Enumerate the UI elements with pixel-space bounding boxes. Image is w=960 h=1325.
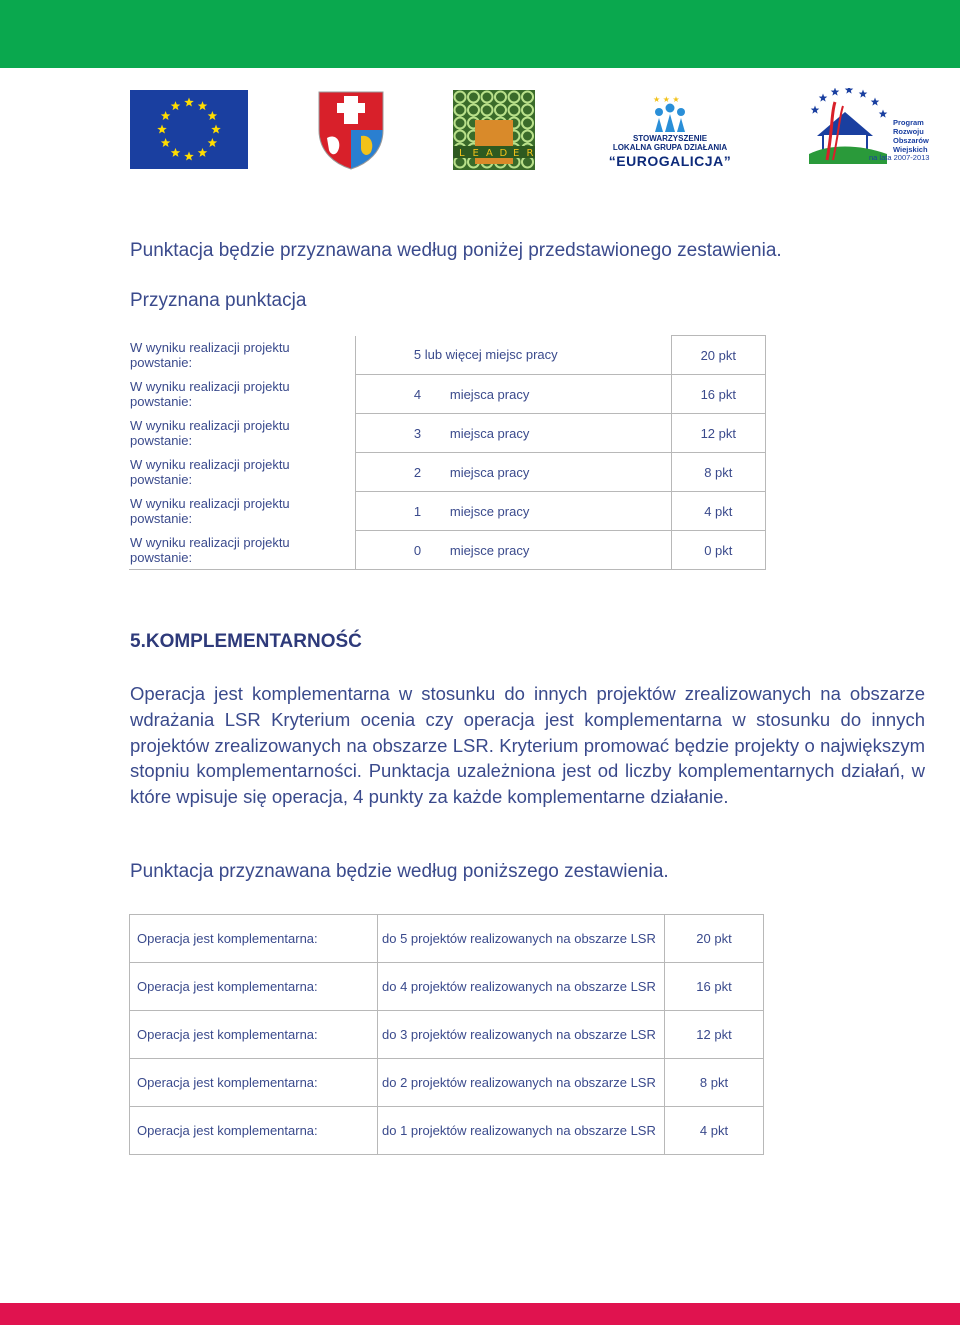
prow-years: na lata 2007-2013 bbox=[869, 153, 930, 162]
prow-line: Rozwoju bbox=[893, 127, 924, 136]
leader-letter: E bbox=[513, 148, 520, 159]
table-row bbox=[129, 531, 766, 570]
jobs-count: 1 bbox=[413, 503, 422, 519]
prow-name bbox=[893, 118, 929, 154]
row-scope: do 5 projektów realizowanych na obszarze LSR bbox=[378, 915, 665, 963]
jobs-text: miejsce pracy bbox=[449, 503, 530, 519]
row-label: W wyniku realizacji projektu powstanie: bbox=[129, 336, 355, 375]
bottom-color-bar bbox=[0, 1303, 960, 1325]
row-label: Operacja jest komplementarna: bbox=[130, 1107, 378, 1155]
intro-sentence-3: Punktacja przyznawana będzie według poniższego zestawienia. bbox=[130, 861, 669, 882]
jobs-count: 3 bbox=[413, 425, 422, 441]
row-points: 16 pkt bbox=[665, 963, 764, 1011]
table-row bbox=[129, 336, 766, 375]
row-label: W wyniku realizacji projektu powstanie: bbox=[129, 531, 355, 570]
table-row bbox=[130, 1011, 764, 1059]
row-label: W wyniku realizacji projektu powstanie: bbox=[129, 492, 355, 531]
eurogalicja-line2: LOKALNA GRUPA DZIAŁANIA bbox=[612, 143, 728, 152]
eurogalicja-logo bbox=[605, 92, 735, 172]
jobs-text: miejsca pracy bbox=[449, 464, 530, 480]
row-points: 12 pkt bbox=[671, 414, 765, 453]
jobs-count: 4 bbox=[413, 386, 422, 402]
podkarpackie-coat-of-arms-logo bbox=[317, 90, 385, 170]
eu-stars-icon bbox=[130, 90, 248, 169]
row-label: W wyniku realizacji projektu powstanie: bbox=[129, 414, 355, 453]
table-row bbox=[129, 375, 766, 414]
section-heading: 5.KOMPLEMENTARNOŚĆ bbox=[130, 631, 362, 652]
row-scope: do 2 projektów realizowanych na obszarze LSR bbox=[378, 1059, 665, 1107]
leader-letter: A bbox=[486, 148, 493, 159]
svg-text:★ ★ ★: ★ ★ ★ bbox=[653, 95, 680, 104]
row-points: 16 pkt bbox=[671, 375, 765, 414]
jobs-count: 0 bbox=[413, 542, 422, 558]
row-points: 20 pkt bbox=[665, 915, 764, 963]
leader-logo bbox=[453, 90, 535, 170]
table-row bbox=[129, 414, 766, 453]
row-scope: do 3 projektów realizowanych na obszarze LSR bbox=[378, 1011, 665, 1059]
intro-sentence-2: Przyznana punktacja bbox=[130, 290, 307, 311]
complementarity-points-table bbox=[129, 914, 764, 1155]
row-label: W wyniku realizacji projektu powstanie: bbox=[129, 375, 355, 414]
prow-line: Program bbox=[893, 118, 924, 127]
row-points: 4 pkt bbox=[665, 1107, 764, 1155]
table-row bbox=[130, 1107, 764, 1155]
row-jobs bbox=[355, 492, 671, 531]
row-points: 20 pkt bbox=[671, 336, 765, 375]
row-scope: do 1 projektów realizowanych na obszarze LSR bbox=[378, 1107, 665, 1155]
jobs-text: miejsca pracy bbox=[449, 425, 530, 441]
row-label: Operacja jest komplementarna: bbox=[130, 1011, 378, 1059]
row-jobs bbox=[355, 453, 671, 492]
table-row bbox=[130, 1059, 764, 1107]
row-jobs bbox=[355, 531, 671, 570]
eu-flag-logo bbox=[130, 90, 248, 169]
row-label: W wyniku realizacji projektu powstanie: bbox=[129, 453, 355, 492]
section-paragraph: Operacja jest komplementarna w stosunku do innych projektów zrealizowanych na obszarze wdrażania LSR Kryterium ocenia czy operacja jest komplementarna w stosunku do innych projektów zrealizowanych na obszarze LSR. Kryterium promować będzie projekty o największym stopniu komplementarności. Punktacja uzależniona jest od liczby komplementarnych działań, w które wpisuje się operacja, 4 punkty za każde komplementarne działanie. bbox=[130, 683, 925, 808]
intro-sentence-1: Punktacja będzie przyznawana według poniżej przedstawionego zestawienia. bbox=[130, 240, 782, 261]
row-points: 0 pkt bbox=[671, 531, 765, 570]
jobs-text: miejsca pracy bbox=[449, 386, 530, 402]
row-jobs bbox=[355, 414, 671, 453]
row-points: 12 pkt bbox=[665, 1011, 764, 1059]
prow-line: Wiejskich bbox=[893, 145, 928, 154]
jobs-points-table bbox=[129, 335, 766, 570]
row-label: Operacja jest komplementarna: bbox=[130, 915, 378, 963]
table-row bbox=[130, 963, 764, 1011]
jobs-text: 5 lub więcej miejsc pracy bbox=[413, 347, 558, 363]
row-label: Operacja jest komplementarna: bbox=[130, 963, 378, 1011]
row-jobs bbox=[355, 336, 671, 375]
leader-letter: L bbox=[459, 148, 465, 159]
row-label: Operacja jest komplementarna: bbox=[130, 1059, 378, 1107]
jobs-text: miejsce pracy bbox=[449, 542, 530, 558]
table-row bbox=[129, 492, 766, 531]
jobs-count: 2 bbox=[413, 464, 422, 480]
table-row bbox=[129, 453, 766, 492]
leader-letter: R bbox=[526, 148, 534, 159]
top-color-bar bbox=[0, 0, 960, 68]
row-points: 8 pkt bbox=[671, 453, 765, 492]
row-jobs bbox=[355, 375, 671, 414]
prow-line: Obszarów bbox=[893, 136, 929, 145]
leader-letter: E bbox=[472, 148, 479, 159]
eurogalicja-name: “EUROGALICJA” bbox=[608, 153, 732, 169]
eurogalicja-line1: STOWARZYSZENIE bbox=[632, 134, 708, 143]
row-points: 8 pkt bbox=[665, 1059, 764, 1107]
row-points: 4 pkt bbox=[671, 492, 765, 531]
logo-strip bbox=[130, 88, 930, 173]
table-row bbox=[130, 915, 764, 963]
prow-logo bbox=[803, 88, 930, 170]
people-stars-icon bbox=[645, 92, 695, 132]
leader-letter: D bbox=[499, 148, 508, 159]
row-scope: do 4 projektów realizowanych na obszarze LSR bbox=[378, 963, 665, 1011]
